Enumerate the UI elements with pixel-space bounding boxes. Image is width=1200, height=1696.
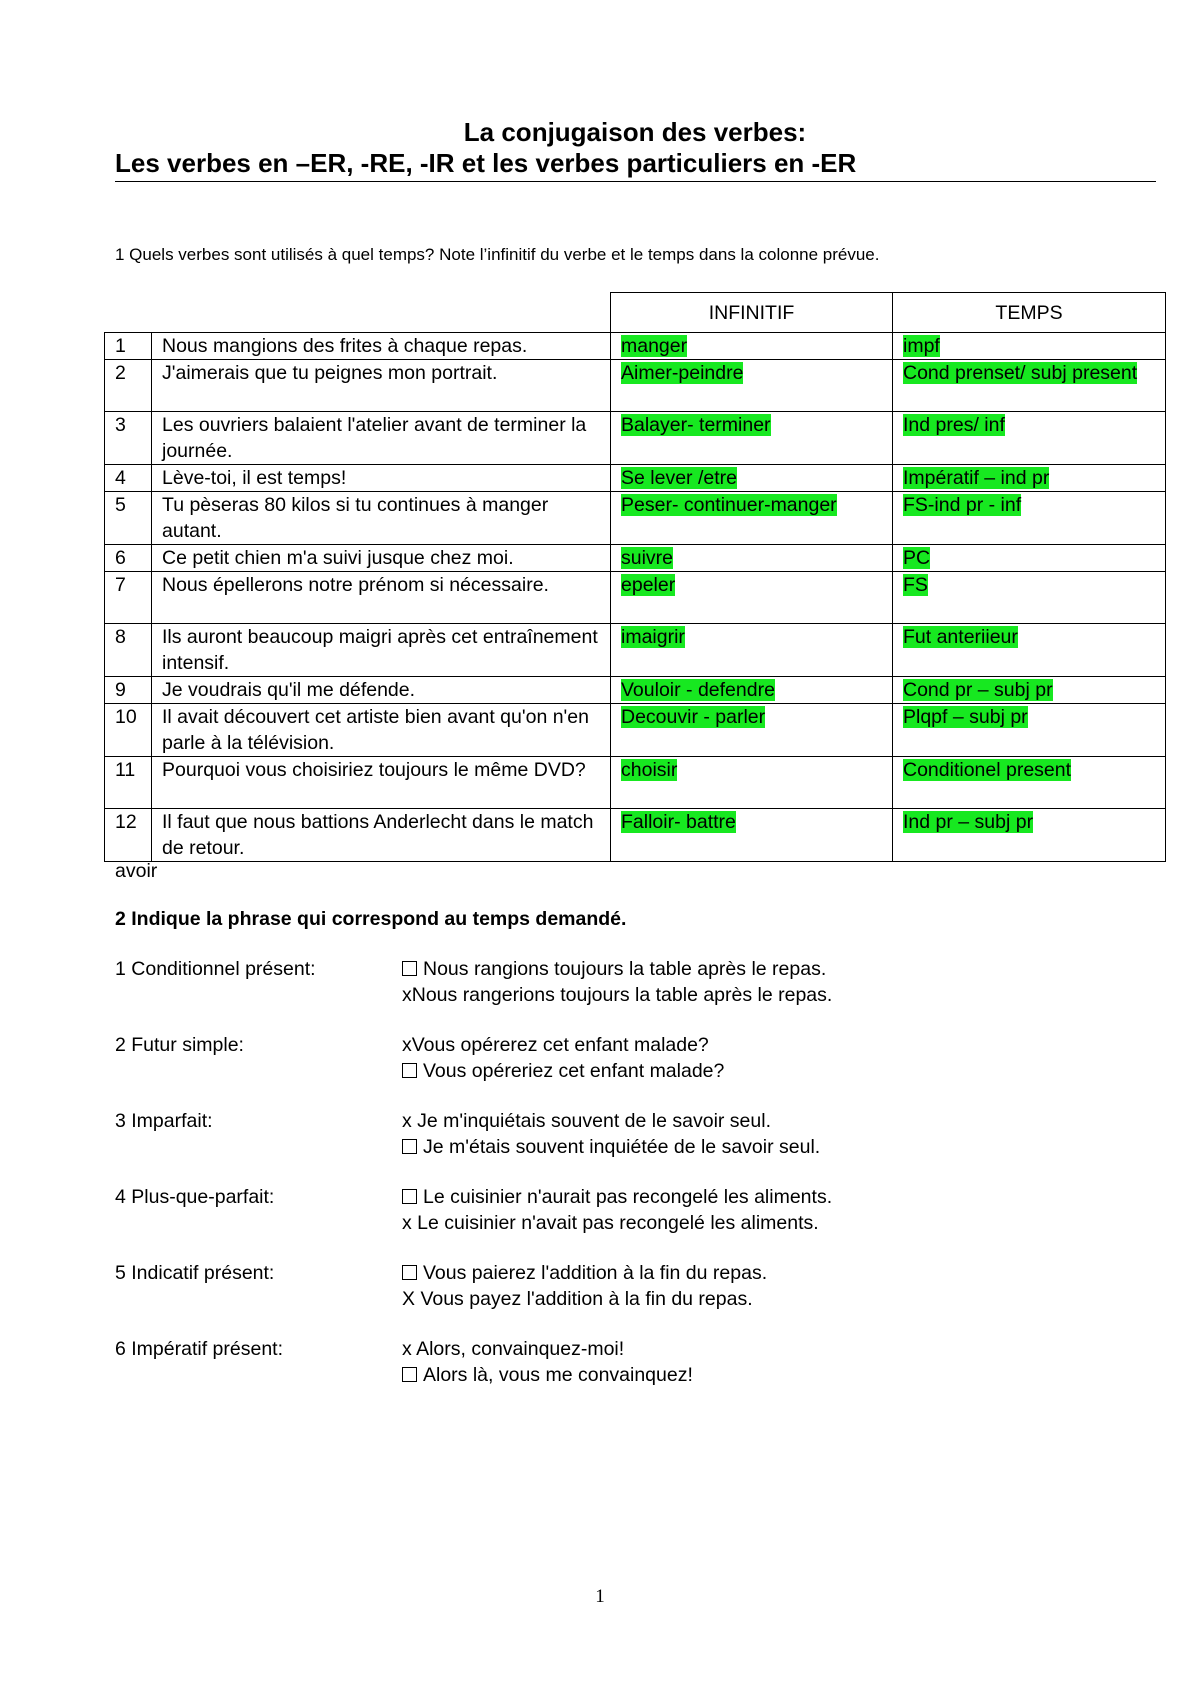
row-sentence: Pourquoi vous choisiriez toujours le même DVD? bbox=[152, 757, 611, 809]
table-row bbox=[105, 677, 1166, 704]
row-infinitif-highlight: Peser- continuer-manger bbox=[621, 494, 837, 516]
row-infinitif bbox=[611, 360, 893, 412]
row-temps bbox=[893, 492, 1166, 545]
row-infinitif-highlight: Vouloir - defendre bbox=[621, 679, 775, 701]
row-infinitif bbox=[611, 412, 893, 465]
answer-option bbox=[402, 1210, 819, 1236]
table-row bbox=[105, 809, 1166, 862]
answer-text: Je m'étais souvent inquiétée de le savoir seul. bbox=[423, 1136, 821, 1158]
row-infinitif-highlight: suivre bbox=[621, 547, 674, 569]
answer-text: Nous rangerions toujours la table après le repas. bbox=[411, 984, 833, 1006]
row-temps bbox=[893, 704, 1166, 757]
answer-option bbox=[402, 1134, 820, 1160]
row-sentence: Ce petit chien m'a suivi jusque chez moi. bbox=[152, 545, 611, 572]
row-temps-highlight: Cond pr – subj pr bbox=[903, 679, 1053, 701]
row-temps bbox=[893, 809, 1166, 862]
row-temps-highlight: Plqpf – subj pr bbox=[903, 706, 1028, 728]
answer-text: Vous paierez l'addition à la fin du repas. bbox=[423, 1262, 768, 1284]
table-row bbox=[105, 545, 1166, 572]
title-line-1: La conjugaison des verbes: bbox=[463, 117, 807, 147]
row-temps bbox=[893, 360, 1166, 412]
row-number: 1 bbox=[105, 333, 152, 360]
checked-mark: x bbox=[402, 984, 412, 1006]
row-infinitif bbox=[611, 545, 893, 572]
row-sentence: Il avait découvert cet artiste bien avant qu'on n'en parle à la télévision. bbox=[152, 704, 611, 757]
row-number: 6 bbox=[105, 545, 152, 572]
row-sentence: Ils auront beaucoup maigri après cet entraînement intensif. bbox=[152, 624, 611, 677]
row-sentence: Lève-toi, il est temps! bbox=[152, 465, 611, 492]
row-temps bbox=[893, 465, 1166, 492]
row-number: 8 bbox=[105, 624, 152, 677]
row-infinitif-highlight: manger bbox=[621, 335, 688, 357]
table-row bbox=[105, 465, 1166, 492]
row-infinitif-highlight: epeler bbox=[621, 574, 676, 596]
row-temps-highlight: impf bbox=[903, 335, 940, 357]
row-infinitif bbox=[611, 624, 893, 677]
answer-text: Vous opérerez cet enfant malade? bbox=[411, 1034, 709, 1056]
row-infinitif bbox=[611, 333, 893, 360]
row-infinitif-highlight: Decouvir - parler bbox=[621, 706, 766, 728]
question-label: 3 Imparfait: bbox=[115, 1110, 213, 1132]
row-number: 2 bbox=[105, 360, 152, 412]
row-temps bbox=[893, 412, 1166, 465]
row-sentence: Tu pèseras 80 kilos si tu continues à manger autant. bbox=[152, 492, 611, 545]
row-sentence: J'aimerais que tu peignes mon portrait. bbox=[152, 360, 611, 412]
checked-mark: x bbox=[402, 1110, 418, 1132]
question-label: 4 Plus-que-parfait: bbox=[115, 1186, 275, 1208]
answer-option bbox=[402, 982, 832, 1008]
row-temps bbox=[893, 572, 1166, 624]
checkbox-icon bbox=[402, 1367, 417, 1382]
row-infinitif-highlight: Balayer- terminer bbox=[621, 414, 771, 436]
row-sentence: Nous mangions des frites à chaque repas. bbox=[152, 333, 611, 360]
answer-text: Vous payez l'addition à la fin du repas. bbox=[420, 1288, 753, 1310]
row-temps bbox=[893, 757, 1166, 809]
answer-option bbox=[402, 1108, 771, 1134]
table-row bbox=[105, 412, 1166, 465]
row-temps bbox=[893, 677, 1166, 704]
row-temps bbox=[893, 624, 1166, 677]
table-row bbox=[105, 360, 1166, 412]
row-number: 7 bbox=[105, 572, 152, 624]
table-header-row bbox=[105, 293, 1166, 333]
answer-text: Le cuisinier n'aurait pas recongelé les aliments. bbox=[423, 1186, 833, 1208]
table-row bbox=[105, 492, 1166, 545]
row-infinitif bbox=[611, 704, 893, 757]
title-line-2: Les verbes en –ER, -RE, -IR et les verbes particuliers en -ER bbox=[115, 148, 857, 178]
row-number: 4 bbox=[105, 465, 152, 492]
row-temps-highlight: Ind pres/ inf bbox=[903, 414, 1005, 436]
row-number: 10 bbox=[105, 704, 152, 757]
answer-option bbox=[402, 1032, 709, 1058]
row-number: 11 bbox=[105, 757, 152, 809]
row-temps-highlight: Impératif – ind pr bbox=[903, 467, 1050, 489]
row-number: 5 bbox=[105, 492, 152, 545]
checked-mark: x bbox=[402, 1212, 418, 1234]
title-rule bbox=[115, 181, 1156, 182]
question-label: 6 Impératif présent: bbox=[115, 1338, 283, 1360]
row-infinitif bbox=[611, 677, 893, 704]
answer-option bbox=[402, 1336, 624, 1362]
table-row bbox=[105, 624, 1166, 677]
page-number: 1 bbox=[595, 1586, 605, 1607]
conjugation-table bbox=[104, 292, 1166, 862]
answer-text: Alors, convainquez-moi! bbox=[416, 1338, 625, 1360]
answer-text: Le cuisinier n'avait pas recongelé les aliments. bbox=[417, 1212, 819, 1234]
row-infinitif bbox=[611, 492, 893, 545]
answer-text: Vous opéreriez cet enfant malade? bbox=[423, 1060, 725, 1082]
answer-option bbox=[402, 956, 826, 982]
row-infinitif-highlight: Falloir- battre bbox=[621, 811, 736, 833]
checkbox-icon bbox=[402, 1139, 417, 1154]
row-number: 12 bbox=[105, 809, 152, 862]
answer-option bbox=[402, 1260, 767, 1286]
row-infinitif bbox=[611, 809, 893, 862]
answer-option bbox=[402, 1058, 724, 1084]
answer-option bbox=[402, 1184, 832, 1210]
checkbox-icon bbox=[402, 1189, 417, 1204]
answer-text: Alors là, vous me convainquez! bbox=[423, 1364, 693, 1386]
row-temps bbox=[893, 545, 1166, 572]
header-infinitif: INFINITIF bbox=[611, 293, 893, 333]
row-temps-highlight: Cond prenset/ subj present bbox=[903, 362, 1138, 384]
row-sentence: Je voudrais qu'il me défende. bbox=[152, 677, 611, 704]
note-after-table: avoir bbox=[115, 860, 158, 882]
row-temps-highlight: Ind pr – subj pr bbox=[903, 811, 1034, 833]
table-row bbox=[105, 333, 1166, 360]
row-temps-highlight: Fut anteriieur bbox=[903, 626, 1018, 648]
row-infinitif bbox=[611, 572, 893, 624]
row-temps-highlight: FS-ind pr - inf bbox=[903, 494, 1022, 516]
row-sentence: Nous épellerons notre prénom si nécessaire. bbox=[152, 572, 611, 624]
checkbox-icon bbox=[402, 1265, 417, 1280]
exercise2-instruction: 2 Indique la phrase qui correspond au temps demandé. bbox=[115, 908, 627, 930]
table-row bbox=[105, 572, 1166, 624]
row-infinitif bbox=[611, 465, 893, 492]
checked-mark: x bbox=[402, 1338, 417, 1360]
checkbox-icon bbox=[402, 1063, 417, 1078]
row-number: 3 bbox=[105, 412, 152, 465]
row-temps-highlight: PC bbox=[903, 547, 931, 569]
table-row bbox=[105, 757, 1166, 809]
row-infinitif-highlight: Aimer-peindre bbox=[621, 362, 744, 384]
answer-text: Je m'inquiétais souvent de le savoir seul. bbox=[417, 1110, 771, 1132]
checked-mark: x bbox=[402, 1034, 412, 1056]
table-row bbox=[105, 704, 1166, 757]
answer-option bbox=[402, 1362, 693, 1388]
row-temps-highlight: Conditionel present bbox=[903, 759, 1072, 781]
row-number: 9 bbox=[105, 677, 152, 704]
row-infinitif bbox=[611, 757, 893, 809]
row-sentence: Les ouvriers balaient l'atelier avant de terminer la journée. bbox=[152, 412, 611, 465]
question-label: 5 Indicatif présent: bbox=[115, 1262, 275, 1284]
row-infinitif-highlight: Se lever /etre bbox=[621, 467, 737, 489]
exercise1-instruction: 1 Quels verbes sont utilisés à quel temps? Note l’infinitif du verbe et le temps dans la colonne prévue. bbox=[115, 245, 880, 264]
answer-option bbox=[402, 1286, 753, 1312]
checkbox-icon bbox=[402, 961, 417, 976]
question-label: 1 Conditionnel présent: bbox=[115, 958, 316, 980]
question-label: 2 Futur simple: bbox=[115, 1034, 244, 1056]
row-sentence: Il faut que nous battions Anderlecht dans le match de retour. bbox=[152, 809, 611, 862]
checked-mark: X bbox=[402, 1288, 421, 1310]
row-infinitif-highlight: choisir bbox=[621, 759, 678, 781]
answer-text: Nous rangions toujours la table après le repas. bbox=[423, 958, 827, 980]
row-temps-highlight: FS bbox=[903, 574, 928, 596]
row-temps bbox=[893, 333, 1166, 360]
header-temps: TEMPS bbox=[893, 293, 1166, 333]
row-infinitif-highlight: imaigrir bbox=[621, 626, 685, 648]
